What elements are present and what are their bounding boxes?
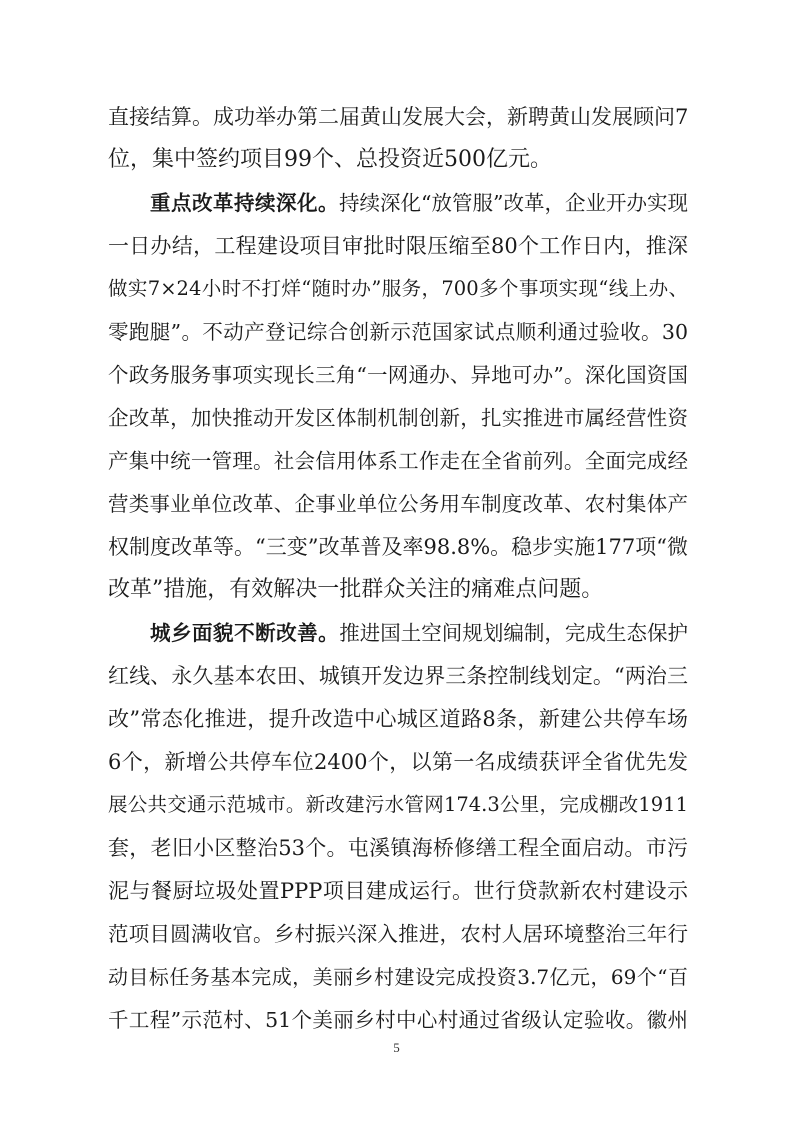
paragraph-3-line-3: 改”常态化推进，提升改造中心城区道路8条，新建公共停车场 (108, 707, 688, 731)
paragraph-2-line-4: 零跑腿”。不动产登记综合创新示范国家试点顺利通过验收。30 (108, 320, 688, 344)
paragraph-2-line-9: 权制度改革等。“三变”改革普及率98.8%。稳步实施177项“微 (108, 535, 688, 559)
paragraph-3-first-line (150, 613, 688, 653)
paragraph-3-line-10: 千工程”示范村、51个美丽乡村中心村通过省级认定验收。徽州 (108, 1008, 688, 1032)
paragraph-2-line-8: 营类事业单位改革、企事业单位公务用车制度改革、农村集体产 (108, 492, 688, 516)
paragraph-3-line-9: 动目标任务基本完成，美丽乡村建设完成投资3.7亿元，69个“百 (108, 965, 688, 989)
paragraph-3-heading: 城乡面貌不断改善。 (150, 621, 340, 645)
paragraph-2-line-2: 一日办结，工程建设项目审批时限压缩至80个工作日内，推深 (108, 234, 688, 258)
paragraph-3-line-7: 泥与餐厨垃圾处置PPP项目建成运行。世行贷款新农村建设示 (108, 879, 688, 903)
paragraph-3-first-line-text: 推进国土空间规划编制，完成生态保护 (339, 621, 689, 645)
paragraph-2-heading: 重点改革持续深化。 (150, 191, 340, 215)
paragraph-2-first-line-text: 持续深化“放管服”改革，企业开办实现 (339, 191, 688, 215)
paragraph-3-line-6: 套，老旧小区整治53个。屯溪镇海桥修缮工程全面启动。市污 (108, 836, 688, 860)
paragraph-2-line-6: 企改革，加快推动开发区体制机制创新，扎实推进市属经营性资 (108, 406, 688, 430)
paragraph-2-line-10: 改革”措施，有效解决一批群众关注的痛难点问题。 (108, 577, 604, 602)
paragraph-1-line-1: 直接结算。成功举办第二届黄山发展大会，新聘黄山发展顾问7 (108, 105, 689, 129)
paragraph-2-first-line (150, 183, 688, 223)
paragraph-1-line-2: 位，集中签约项目99个、总投资近500亿元。 (108, 147, 552, 172)
paragraph-3-line-8: 范项目圆满收官。乡村振兴深入推进，农村人居环境整治三年行 (108, 922, 688, 946)
page-number: 5 (393, 1040, 400, 1055)
paragraph-3-line-2: 红线、永久基本农田、城镇开发边界三条控制线划定。“两治三 (108, 664, 688, 688)
paragraph-2-line-3: 做实7×24小时不打烊“随时办”服务，700多个事项实现“线上办、 (108, 277, 688, 300)
paragraph-2-line-7: 产集中统一管理。社会信用体系工作走在全省前列。全面完成经 (108, 449, 688, 473)
paragraph-3-line-5: 展公共交通示范城市。新改建污水管网174.3公里，完成棚改1911 (108, 793, 688, 816)
paragraph-3-line-4: 6个，新增公共停车位2400个，以第一名成绩获评全省优先发 (108, 750, 688, 774)
paragraph-2-line-5: 个政务服务事项实现长三角“一网通办、异地可办”。深化国资国 (108, 363, 688, 387)
